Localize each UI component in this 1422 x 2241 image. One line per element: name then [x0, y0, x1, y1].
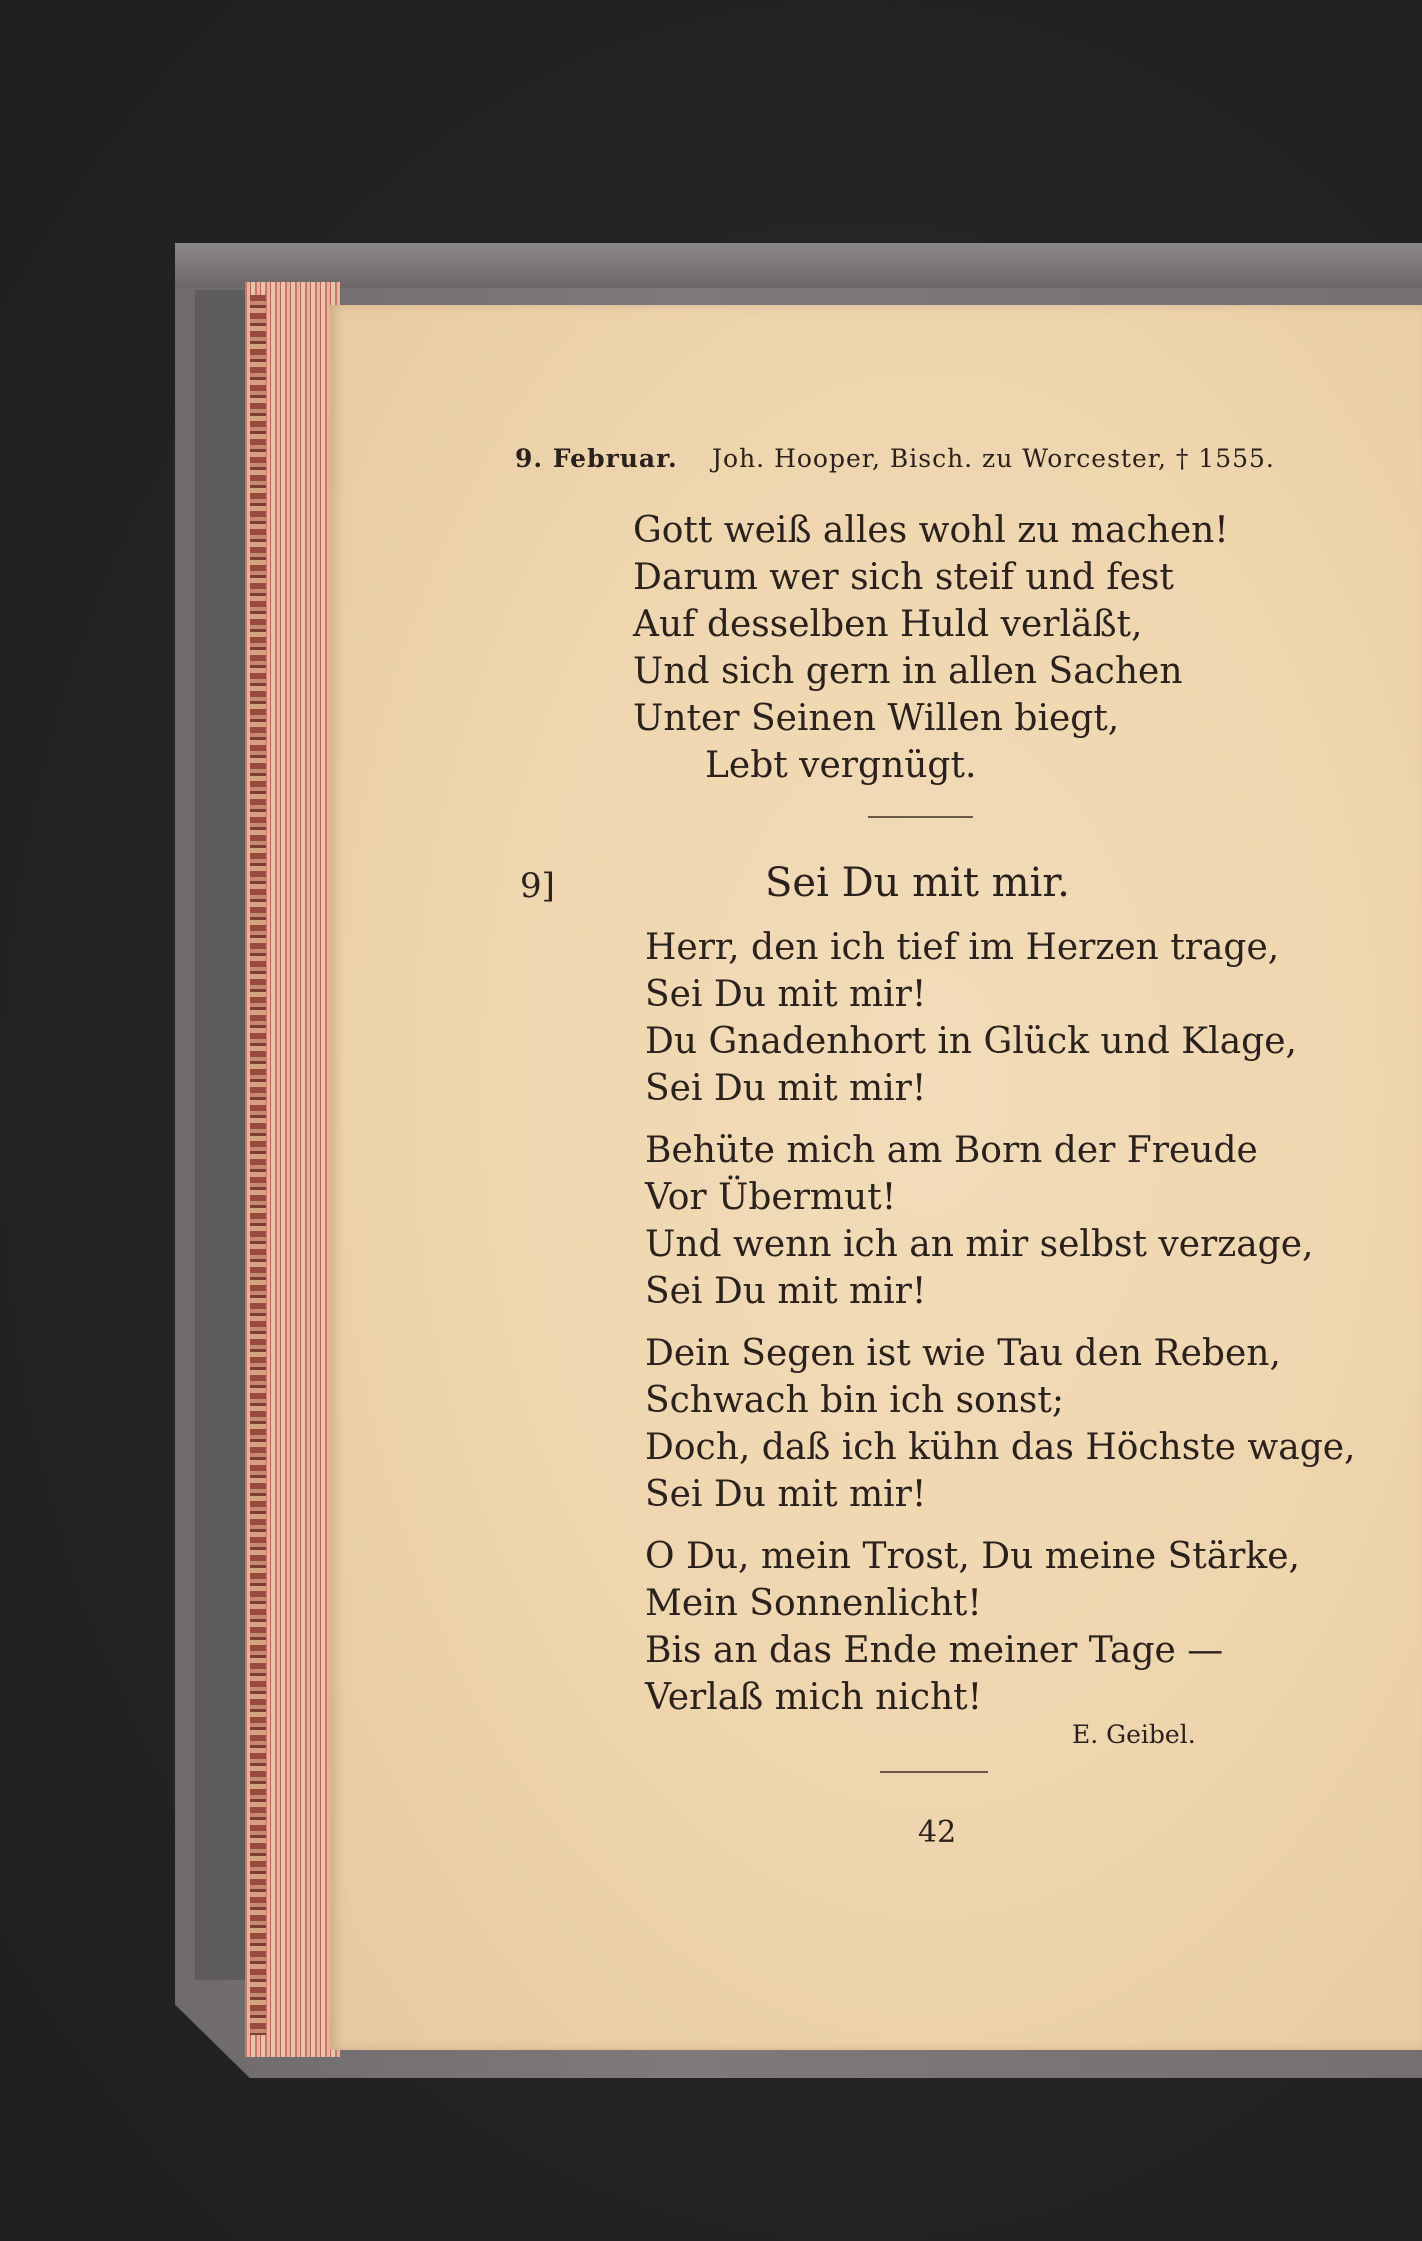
section-divider: [868, 816, 973, 818]
hymn-number: 9]: [520, 866, 555, 906]
hymn-author: E. Geibel.: [1072, 1720, 1196, 1749]
header-attribution: Joh. Hooper, Bisch. zu Worcester, † 1555.: [712, 444, 1275, 473]
verse-line: Gott weiß alles wohl zu machen!: [633, 510, 1229, 551]
page-number: 42: [918, 1815, 957, 1850]
book-cover-top-edge: [175, 243, 1422, 288]
verse-line: Darum wer sich steif und fest: [633, 557, 1174, 598]
footer-divider: [880, 1771, 988, 1773]
verse-line: Verlaß mich nicht!: [645, 1677, 983, 1718]
verse-line: Behüte mich am Born der Freude: [645, 1130, 1258, 1171]
verse-line: Sei Du mit mir!: [645, 1474, 927, 1515]
verse-line: Lebt vergnügt.: [705, 745, 977, 786]
verse-line: Schwach bin ich sonst;: [645, 1380, 1064, 1421]
hymn-title: Sei Du mit mir.: [765, 860, 1070, 906]
verse-line: Sei Du mit mir!: [645, 1068, 927, 1109]
verse-line: Und wenn ich an mir selbst verzage,: [645, 1224, 1314, 1265]
header-date: 9. Februar.: [515, 444, 678, 473]
verse-line: O Du, mein Trost, Du meine Stärke,: [645, 1536, 1300, 1577]
verse-line: Vor Übermut!: [645, 1177, 897, 1218]
verse-line: Bis an das Ende meiner Tage —: [645, 1630, 1224, 1671]
verse-line: Auf desselben Huld verläßt,: [633, 604, 1143, 645]
verse-line: Du Gnadenhort in Glück und Klage,: [645, 1021, 1297, 1062]
verse-line: Sei Du mit mir!: [645, 1271, 927, 1312]
verse-line: Unter Seinen Willen biegt,: [633, 698, 1120, 739]
marbled-endpaper: [250, 295, 266, 2035]
verse-line: Doch, daß ich kühn das Höchste wage,: [645, 1427, 1356, 1468]
book-spine-inner: [195, 290, 250, 1980]
verse-line: Dein Segen ist wie Tau den Reben,: [645, 1333, 1281, 1374]
verse-line: Sei Du mit mir!: [645, 974, 927, 1015]
verse-line: Herr, den ich tief im Herzen trage,: [645, 927, 1280, 968]
verse-line: Und sich gern in allen Sachen: [633, 651, 1183, 692]
verse-line: Mein Sonnenlicht!: [645, 1583, 982, 1624]
